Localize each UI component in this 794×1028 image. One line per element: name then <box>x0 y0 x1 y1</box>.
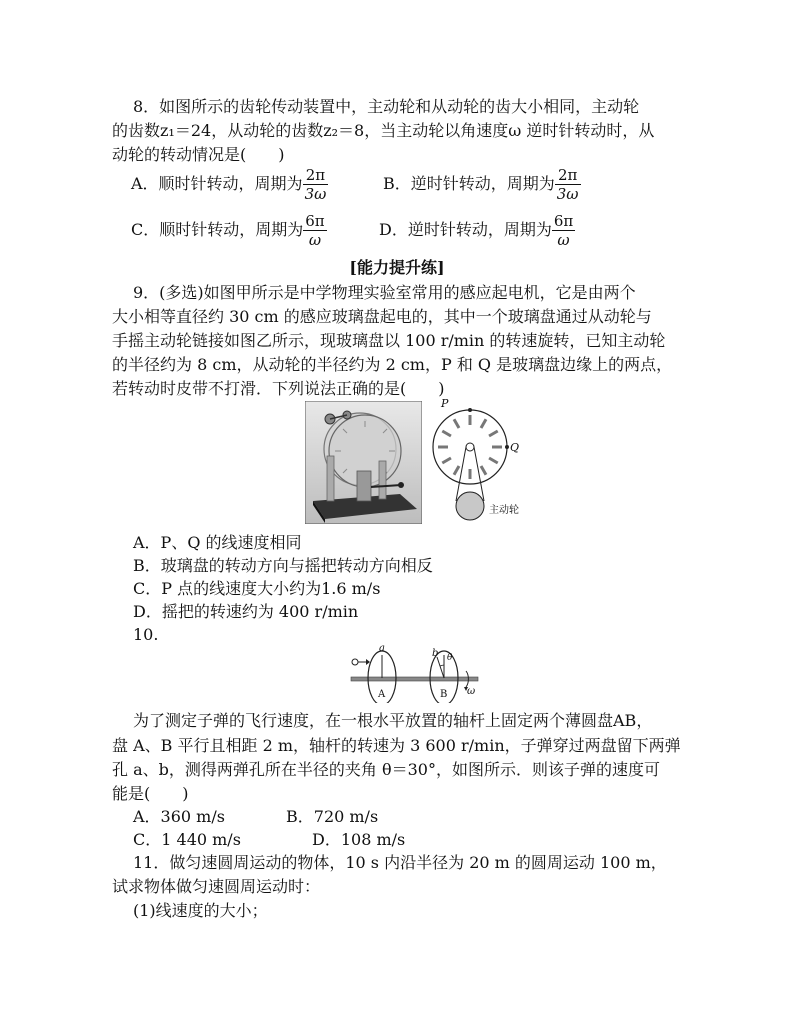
q10-choice-b: B．720 m/s <box>286 807 379 826</box>
q10-choice-a: A．360 m/s <box>133 807 225 826</box>
q9-line-2: 大小相等直径约 30 cm 的感应玻璃盘起电的，其中一个玻璃盘通过从动轮与 <box>112 307 652 326</box>
q11-line-3: (1)线速度的大小； <box>133 901 268 920</box>
q9-line-5: 若转动时皮带不打滑．下列说法正确的是( ) <box>112 379 445 398</box>
q10-line-4: 能是( ) <box>112 784 189 803</box>
q10-line-3: 孔 a、b，测得两弹孔所在半径的夹角 θ＝30°，如图所示．则该子弹的速度可 <box>112 760 660 779</box>
q10-choice-d: D．108 m/s <box>312 830 406 849</box>
q8-choice-a <box>131 166 328 203</box>
q8-choice-d-fraction: $\frac{6\pi}{\omega}$ <box>553 212 574 249</box>
q10-choice-c: C．1 440 m/s <box>133 830 241 849</box>
q9-choice-a: A．P、Q 的线速度相同 <box>133 533 302 552</box>
fig-label-theta: θ <box>447 653 453 663</box>
q8-choice-b <box>383 166 581 203</box>
q8-choice-b-fraction: $\frac{2\pi}{3\omega}$ <box>556 166 579 203</box>
section-title: [能力提升练] <box>349 258 445 277</box>
q8-line-3: 动轮的转动情况是( ) <box>112 145 285 164</box>
q9-choice-c: C．P 点的线速度大小约为1.6 m/s <box>133 579 381 598</box>
q8-line-1: 8．如图所示的齿轮传动装置中，主动轮和从动轮的齿大小相同，主动轮 <box>133 97 640 116</box>
q8-choice-d-text: D．逆时针转动，周期为 <box>379 220 552 239</box>
q8-line-2: 的齿数z₁＝24，从动轮的齿数z₂＝8，当主动轮以角速度ω 逆时针转动时，从 <box>112 121 655 140</box>
q9-line-3: 手摇主动轮链接如图乙所示，现玻璃盘以 100 r/min 的转速旋转，已知主动轮 <box>112 331 666 350</box>
q10-line-2: 盘 A、B 平行且相距 2 m，轴杆的转速为 3 600 r/min，子弹穿过两盘留下两弹 <box>112 736 681 755</box>
q8-choice-c <box>131 212 327 249</box>
fig-label-p: P <box>441 397 449 410</box>
q11-line-1: 11．做匀速圆周运动的物体，10 s 内沿半径为 20 m 的圆周运动 100 m， <box>133 853 667 872</box>
fig-label-b: b <box>432 648 439 659</box>
q8-choice-c-fraction: $\frac{6\pi}{\omega}$ <box>305 212 325 249</box>
electrostatic-machine-photo <box>305 401 422 524</box>
q8-choice-a-fraction: $\frac{2\pi}{3\omega}$ <box>304 166 327 203</box>
q9-choice-d: D．摇把的转速约为 400 r/min <box>133 602 359 621</box>
q9-line-4: 的半径约为 8 cm，从动轮的半径约为 2 cm，P 和 Q 是玻璃盘边缘上的两点， <box>112 355 673 374</box>
q8-choice-d <box>379 212 575 249</box>
glass-disk-schematic <box>427 398 537 526</box>
q10-number: 10. <box>133 625 159 644</box>
bullet-disks-diagram <box>346 643 486 703</box>
fig-label-disk-b: B <box>440 689 448 700</box>
fig-label-a: a <box>379 643 385 654</box>
fig-label-omega: ω <box>467 686 476 697</box>
q9-line-1: 9．(多选)如图甲所示是中学物理实验室常用的感应起电机，它是由两个 <box>133 283 636 302</box>
q8-choice-c-text: C．顺时针转动，周期为 <box>131 220 304 239</box>
fig-label-driver-wheel: 主动轮 <box>489 505 519 516</box>
q11-line-2: 试求物体做匀速圆周运动时： <box>112 877 321 896</box>
fig-label-disk-a: A <box>378 689 386 700</box>
q8-choice-b-text: B．逆时针转动，周期为 <box>383 174 555 193</box>
q8-choice-a-text: A．顺时针转动，周期为 <box>131 174 303 193</box>
fig-label-q: Q <box>510 441 520 454</box>
q9-choice-b: B．玻璃盘的转动方向与摇把转动方向相反 <box>133 556 433 575</box>
q10-line-1: 为了测定子弹的飞行速度，在一根水平放置的轴杆上固定两个薄圆盘AB， <box>133 711 653 730</box>
